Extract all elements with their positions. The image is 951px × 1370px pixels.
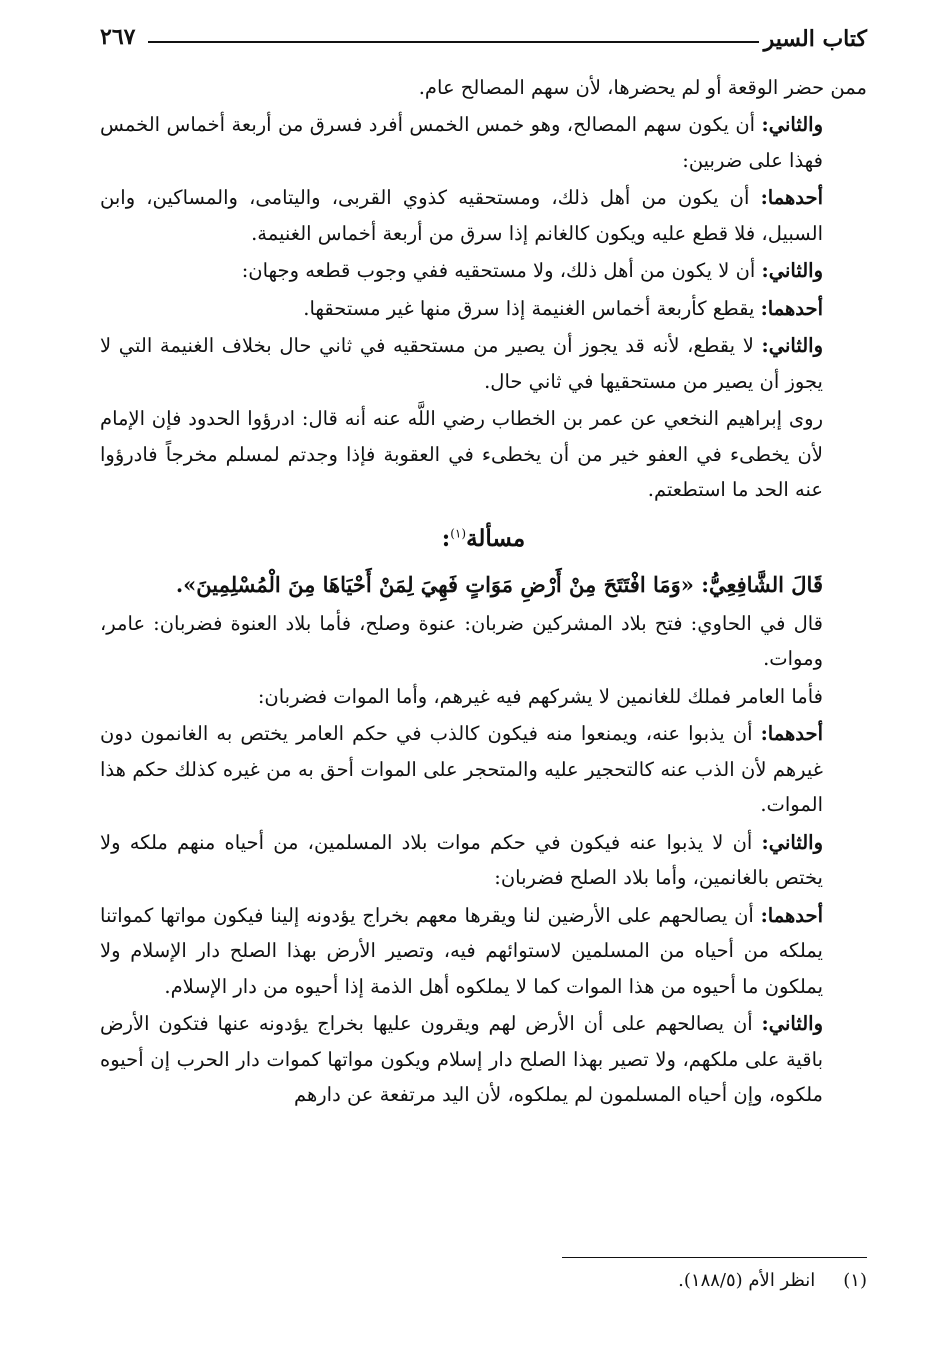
paragraph bbox=[100, 291, 867, 326]
paragraph-lead: والثاني: bbox=[761, 259, 823, 283]
section-title: مسألة bbox=[466, 524, 526, 552]
paragraph-lead: والثاني: bbox=[761, 1012, 823, 1036]
paragraph-text: أن يذبوا عنه، ويمنعوا منه فيكون كالذب في حكم العامر يختص به الغانمون دون غيرهم لأن الذب عنه كالتحجير عليه والمتحجر على الموات أحق به من غيره كذلك حكم هذا الموات. bbox=[100, 722, 823, 817]
page-body bbox=[100, 70, 867, 1115]
paragraph bbox=[100, 1006, 867, 1112]
footnote-marker: (١) bbox=[843, 1270, 867, 1291]
page-number: ٢٦٧ bbox=[100, 24, 136, 50]
paragraph bbox=[100, 606, 867, 677]
paragraph bbox=[100, 180, 867, 251]
paragraph-text: أن يكون سهم المصالح، وهو خمس الخمس أفرد فسرق من أربعة أخماس الخمس فهذا على ضربين: bbox=[100, 113, 823, 172]
paragraph-text: قال في الحاوي: فتح بلاد المشركين ضربان: عنوة وصلح، فأما بلاد العنوة فضربان: عامر، وموات. bbox=[100, 611, 823, 671]
footnote-rule bbox=[562, 1257, 867, 1258]
paragraph-text: أن يكون من أهل ذلك، ومستحقيه كذوي القربى، واليتامى، والمساكين، وابن السبيل، فلا قطع عليه ويكون كالغانم إذا سرق من أربعة أخماس الغنيمة. bbox=[100, 186, 823, 245]
paragraph-lead: أحدهما: bbox=[760, 186, 823, 210]
header-rule bbox=[148, 41, 759, 43]
paragraph-lead: والثاني: bbox=[761, 113, 823, 137]
paragraph bbox=[100, 253, 867, 288]
paragraph-text: يقطع كأربعة أخماس الغنيمة إذا سرق منها غير مستحقها. bbox=[303, 296, 761, 320]
paragraph-text: ممن حضر الوقعة أو لم يحضرها، لأن سهم المصالح عام. bbox=[418, 76, 867, 99]
paragraph bbox=[100, 716, 867, 822]
paragraph-lead: أحدهما: bbox=[760, 722, 823, 746]
book-title: كتاب السير bbox=[763, 26, 867, 52]
paragraph-group-2 bbox=[100, 606, 867, 1113]
section-heading bbox=[100, 518, 867, 560]
shafii-quote bbox=[100, 566, 867, 604]
paragraph bbox=[100, 898, 867, 1004]
quote-speaker: قَالَ الشَّافِعِيُّ: bbox=[701, 571, 823, 597]
paragraph bbox=[100, 401, 867, 507]
paragraph bbox=[100, 679, 867, 714]
section-colon: : bbox=[441, 524, 451, 552]
paragraph-lead: أحدهما: bbox=[760, 903, 823, 927]
quote-text: «وَمَا افْتَتَحَ مِنْ أَرْضِ مَوَاتٍ فَهِيَ لِمَنْ أَحْيَاهَا مِنَ الْمُسْلِمِينَ». bbox=[175, 571, 702, 597]
paragraph-text: أن يصالحهم على الأرضين لنا ويقرها معهم بخراج يؤدونه إلينا فيكون مواتها كمواتنا يملكه من أحياه من المسلمين لاستوائهم فيه، وتصير الأرض بهذا الصلح دار الإسلام ولا يملكون ما أحيوه من هذا الموات كما لا يملكوه أهل الذمة إذا أحيوه من دار الإسلام. bbox=[100, 903, 823, 998]
footnote-reference[interactable]: (١) bbox=[450, 526, 467, 541]
paragraph bbox=[100, 70, 867, 105]
paragraph bbox=[100, 328, 867, 399]
footnote-text: انظر الأم (١٨٨/٥). bbox=[678, 1270, 816, 1291]
paragraph-lead: أحدهما: bbox=[760, 296, 823, 320]
paragraph-lead: والثاني: bbox=[761, 334, 823, 358]
paragraph-text: روى إبراهيم النخعي عن عمر بن الخطاب رضي اللَّه عنه أنه قال: ادرؤوا الحدود فإن الإمام لأن يخطىء في العفو خير من أن يخطىء في العقوبة فإذا وجدتم لمسلم مخرجاً فادرؤوا عنه الحد ما استطعتم. bbox=[100, 407, 823, 502]
paragraph-text: أن يصالحهم على أن الأرض لهم ويقرون عليها بخراج يؤدونه عنها فتكون الأرض باقية على ملكهم، ولا تصير بهذا الصلح دار إسلام ويكون مواتها كموات دار الحرب إن أحيوه ملكوه، وإن أحياه المسلمون لم يملكوه، لأن اليد مرتفعة عن دارهم bbox=[100, 1012, 823, 1107]
paragraph-text: أن لا يكون من أهل ذلك، ولا مستحقيه ففي وجوب قطعه وجهان: bbox=[241, 259, 762, 283]
paragraph-text: لا يقطع، لأنه قد يجوز أن يصير من مستحقيه في ثاني حال بخلاف الغنيمة التي لا يجوز أن يصير من مستحقيها في ثاني حال. bbox=[100, 334, 823, 393]
paragraph-group-1 bbox=[100, 70, 867, 508]
paragraph-text: فأما العامر فملك للغانمين لا يشركهم فيه غيرهم، وأما الموات فضربان: bbox=[257, 684, 823, 708]
paragraph-lead: والثاني: bbox=[761, 830, 823, 854]
paragraph-text: أن لا يذبوا عنه فيكون في حكم موات بلاد المسلمين، من أحياه منهم ملكه ولا يختص بالغانمين، وأما بلاد الصلح فضربان: bbox=[100, 830, 823, 890]
paragraph bbox=[100, 107, 867, 178]
running-header bbox=[100, 22, 867, 62]
footnote bbox=[678, 1270, 867, 1291]
paragraph bbox=[100, 825, 867, 896]
